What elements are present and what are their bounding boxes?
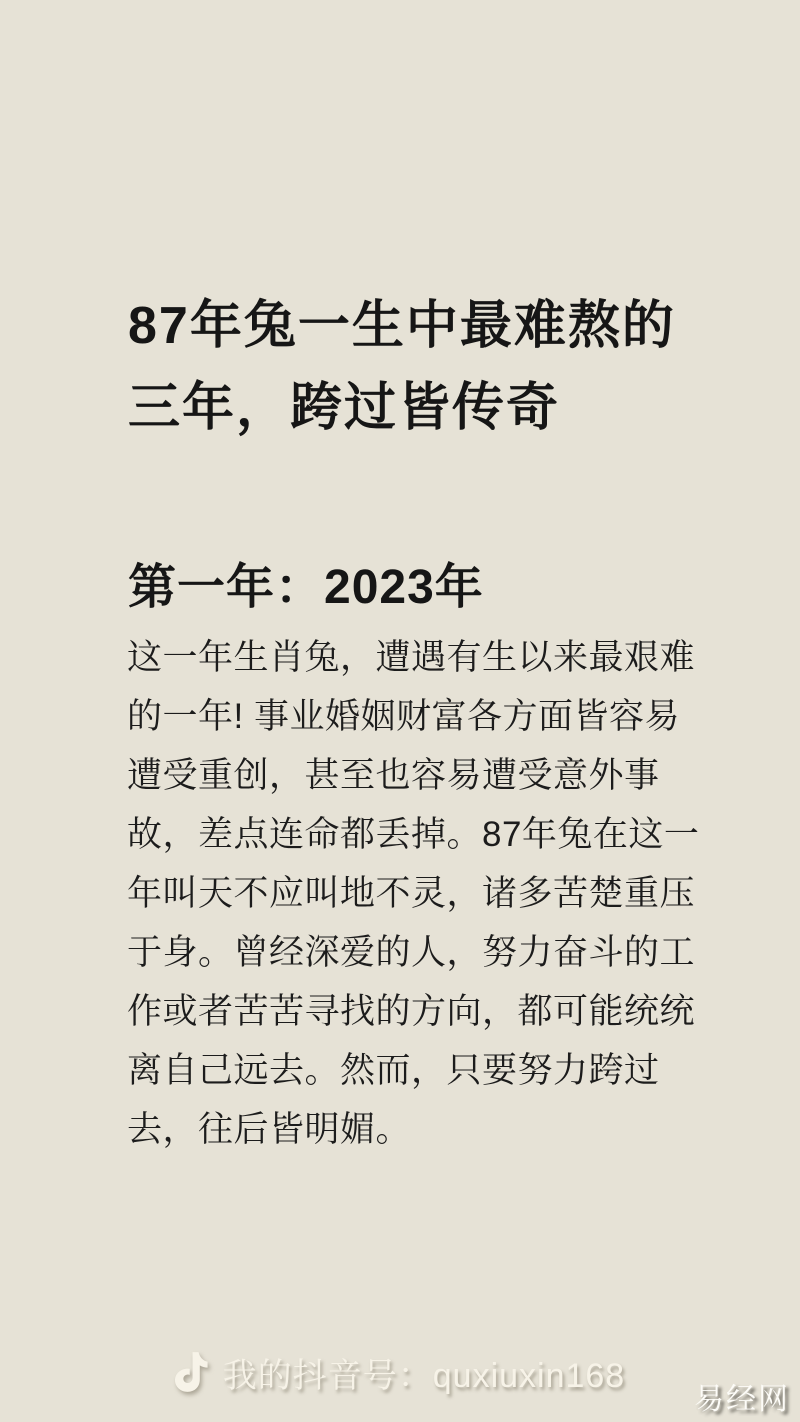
body-line: 年叫天不应叫地不灵，诸多苦楚重压: [127, 874, 696, 913]
douyin-badge: [0, 1344, 800, 1400]
page-title: [128, 285, 676, 449]
body-line: 作或者苦苦寻找的方向，都可能统统: [127, 992, 696, 1031]
tiktok-note-icon: [175, 1352, 209, 1392]
body-line: 于身。曾经深爱的人，努力奋斗的工: [127, 933, 696, 972]
title-line-2: 三年，跨过皆传奇: [128, 379, 561, 437]
douyin-handle-label: 我的抖音号：quxiuxin168: [222, 1356, 626, 1395]
section-heading: 第一年：2023年: [128, 561, 484, 614]
body-line: 遭受重创，甚至也容易遭受意外事: [127, 756, 660, 795]
body-line: 去，往后皆明媚。: [127, 1110, 412, 1149]
body-line: 故，差点连命都丢掉。87年兔在这一: [127, 815, 700, 854]
body-line: 的一年! 事业婚姻财富各方面皆容易: [127, 697, 680, 736]
title-line-1: 87年兔一生中最难熬的: [128, 297, 676, 355]
body-line: 离自己远去。然而，只要努力跨过: [127, 1051, 660, 1090]
watermark: 易经网: [694, 1383, 790, 1416]
body-line: 这一年生肖兔，遭遇有生以来最艰难: [127, 638, 696, 677]
body-paragraph: [127, 628, 699, 1159]
